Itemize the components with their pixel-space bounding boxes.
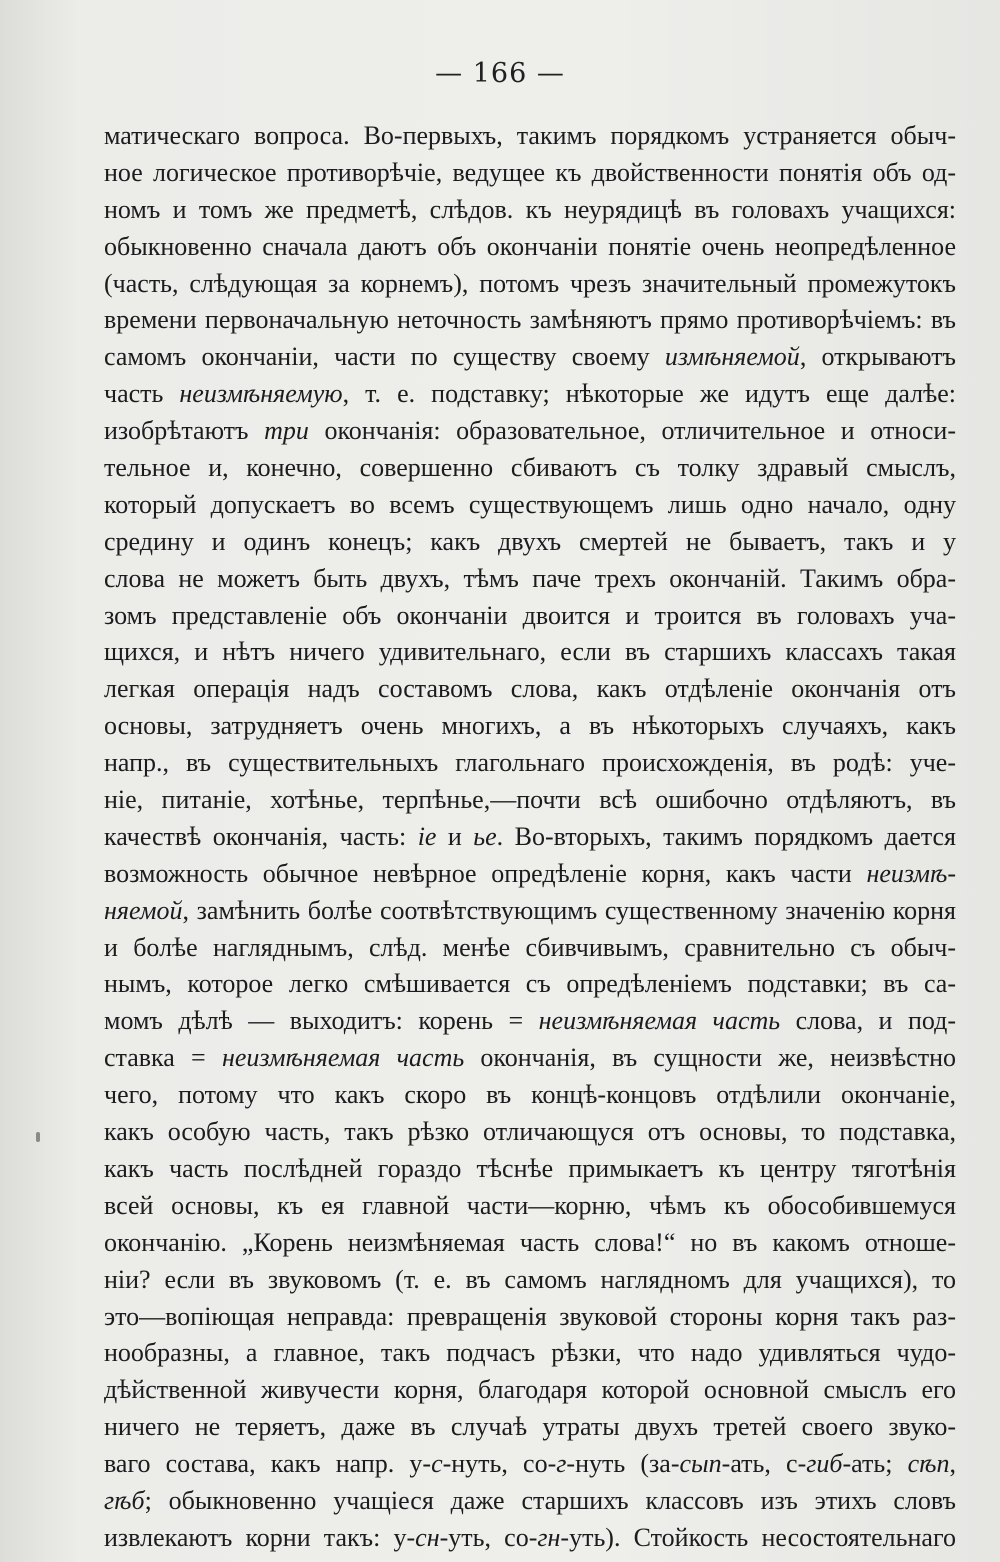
text-line: няемой, замѣнить болѣе соотвѣтствующимъ существенному значенію корня bbox=[104, 895, 956, 925]
text-line: щихся, и нѣтъ ничего удивительнаго, если въ старшихъ классахъ такая bbox=[104, 637, 956, 667]
text-line: всей основы, къ ея главной части—корню, чѣмъ къ обособившемуся bbox=[104, 1190, 956, 1220]
text-line: ваго состава, какъ напр. у-с-нуть, со-г-нуть (за-сып-ать, с-гиб-ать; сѣп, bbox=[104, 1449, 956, 1479]
text-line: часть неизмѣняемую, т. е. подставку; нѣкоторые же идутъ еще далѣе: bbox=[104, 379, 956, 409]
text-line: ное логическое противорѣчіе, ведущее къ двойственности понятія объ од- bbox=[104, 157, 956, 187]
text-line: ніе, питаніе, хотѣнье, терпѣнье,—почти всѣ ошибочно отдѣляютъ, въ bbox=[104, 785, 956, 815]
text-line: легкая операція надъ составомъ слова, какъ отдѣленіе окончанія отъ bbox=[104, 674, 956, 704]
text-line: гѣб; обыкновенно учащіеся даже старшихъ классовъ изъ этихъ словъ bbox=[104, 1485, 956, 1515]
text-line: качествѣ окончанія, часть: іе и ье. Во-вторыхъ, такимъ порядкомъ дается bbox=[104, 821, 956, 851]
text-line: нымъ, которое легко смѣшивается съ опредѣленіемъ подставки; въ са- bbox=[104, 969, 956, 999]
text-line: обыкновенно сначала даютъ объ окончаніи понятіе очень неопредѣленное bbox=[104, 231, 956, 261]
text-line: изобрѣтаютъ три окончанія: образовательное, отличительное и относи- bbox=[104, 416, 956, 446]
text-line: это—вопіющая неправда: превращенія звуковой стороны корня такъ раз- bbox=[104, 1301, 956, 1331]
text-line: основы, затрудняетъ очень многихъ, а въ нѣкоторыхъ случаяхъ, какъ bbox=[104, 711, 956, 741]
page-number: — 166 — bbox=[435, 58, 565, 89]
body-text bbox=[104, 118, 956, 1557]
text-line: момъ дѣлѣ — выходитъ: корень = неизмѣняемая часть слова, и под- bbox=[104, 1006, 956, 1036]
text-line: окончанію. „Корень неизмѣняемая часть слова!“ но въ какомъ отноше- bbox=[104, 1227, 956, 1257]
text-line: возможность обычное невѣрное опредѣленіе корня, какъ части неизмѣ- bbox=[104, 858, 956, 888]
text-line: слова не можетъ быть двухъ, тѣмъ паче трехъ окончаній. Такимъ обра- bbox=[104, 563, 956, 593]
text-line: нообразны, а главное, такъ подчасъ рѣзки, что надо удивляться чудо- bbox=[104, 1338, 956, 1368]
text-line: (часть, слѣдующая за корнемъ), потомъ чрезъ значительный промежутокъ bbox=[104, 268, 956, 298]
text-line: какъ особую часть, такъ рѣзко отличающуся отъ основы, то подставка, bbox=[104, 1117, 956, 1147]
text-line: самомъ окончаніи, части по существу своему измѣняемой, открываютъ bbox=[104, 342, 956, 372]
text-line: зомъ представленіе объ окончаніи двоится и троится въ головахъ уча- bbox=[104, 600, 956, 630]
text-line: тельное и, конечно, совершенно сбиваютъ съ толку здравый смыслъ, bbox=[104, 453, 956, 483]
text-line: средину и одинъ конецъ; какъ двухъ смертей не бываетъ, такъ и у bbox=[104, 526, 956, 556]
text-line: ничего не теряетъ, даже въ случаѣ утраты двухъ третей своего звуко- bbox=[104, 1412, 956, 1442]
text-line: номъ и томъ же предметѣ, слѣдов. къ неурядицѣ въ головахъ учащихся: bbox=[104, 194, 956, 224]
text-line: чего, потому что какъ скоро въ концѣ-концовъ отдѣлили окончаніе, bbox=[104, 1080, 956, 1110]
text-line: какъ часть послѣдней гораздо тѣснѣе примыкаетъ къ центру тяготѣнія bbox=[104, 1153, 956, 1183]
text-line: ставка = неизмѣняемая часть окончанія, въ сущности же, неизвѣстно bbox=[104, 1043, 956, 1073]
text-line: времени первоначальную неточность замѣняютъ прямо противорѣчіемъ: въ bbox=[104, 305, 956, 335]
text-line: матическаго вопроса. Во-первыхъ, такимъ порядкомъ устраняется обыч- bbox=[104, 121, 956, 150]
text-line: напр., въ существительныхъ глагольнаго происхожденія, въ родѣ: уче- bbox=[104, 748, 956, 778]
text-line: ніи? если въ звуковомъ (т. е. въ самомъ наглядномъ для учащихся), то bbox=[104, 1264, 956, 1294]
text-line: дѣйственной живучести корня, благодаря которой основной смыслъ его bbox=[104, 1375, 956, 1405]
text-line: который допускаетъ во всемъ существующемъ лишь одно начало, одну bbox=[104, 489, 956, 519]
text-line: и болѣе нагляднымъ, слѣд. менѣе сбивчивымъ, сравнительно съ обыч- bbox=[104, 932, 956, 962]
margin-speck bbox=[36, 1132, 40, 1142]
text-line: извлекаютъ корни такъ: у-сн-уть, со-гн-уть). Стойкость несостоятельнаго bbox=[104, 1522, 956, 1552]
